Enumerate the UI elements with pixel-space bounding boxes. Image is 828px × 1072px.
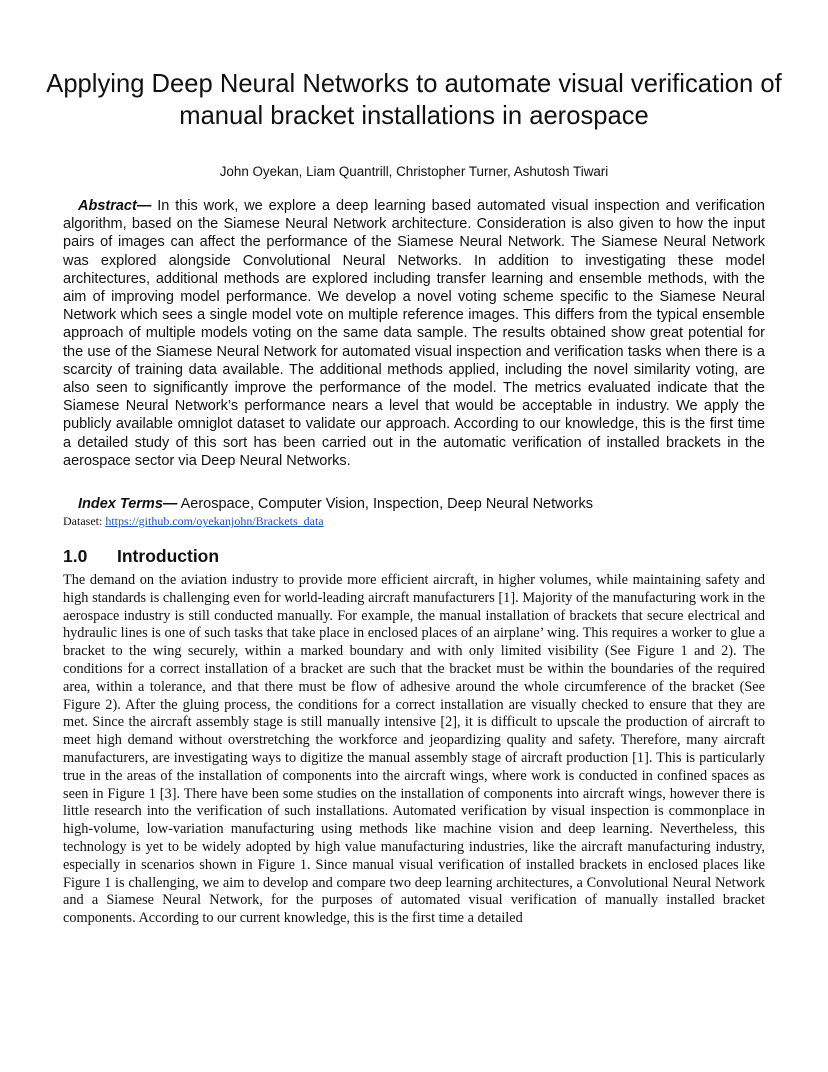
- section-title: Introduction: [117, 546, 220, 566]
- dataset-line: [63, 514, 324, 529]
- paper-title: Applying Deep Neural Networks to automate visual verification of manual bracket installations in aerospace: [46, 70, 782, 130]
- abstract: [63, 197, 765, 470]
- index-terms-lead: Index Terms—: [78, 496, 178, 512]
- index-terms-text: Aerospace, Computer Vision, Inspection, Deep Neural Networks: [177, 496, 593, 512]
- dataset-label: Dataset:: [63, 514, 106, 528]
- abstract-lead: Abstract—: [78, 198, 152, 214]
- dataset-link[interactable]: https://github.com/oyekanjohn/Brackets_data: [105, 514, 324, 528]
- author-list: John Oyekan, Liam Quantrill, Christopher Turner, Ashutosh Tiwari: [219, 164, 609, 179]
- section-number: 1.0: [63, 546, 88, 566]
- section-heading: [63, 545, 219, 567]
- index-terms: [78, 495, 778, 513]
- introduction-paragraph: The demand on the aviation industry to provide more efficient aircraft, in higher volumes, while maintaining safety and high standards is challenging even for world-leading aircraft manufacturers [1]. Majority of the manufacturing work in the aerospace industry is still conducted manually. For example, the manual installation of brackets that secure electrical and hydraulic lines is one of such tasks that take place in enclosed places of an airplane’ wing. This requires a worker to glue a bracket to the wing securely, within a marked boundary and with only limited visibility (See Figure 1 and 2). The conditions for a correct installation of a bracket are such that the bracket must be within the boundaries of the required area, within a tolerance, and that there must be flow of adhesive around the whole circumference of the bracket (See Figure 2). After the gluing process, the conditions for a correct installation are visually checked to ensure that they are met. Since the aircraft assembly stage is still manually intensive [2], it is difficult to upscale the production of aircraft to meet high demand without overstretching the workforce and jeopardizing quality and safety. Therefore, many aircraft manufacturers, are investigating ways to digitize the manual assembly stage of aircraft production [1]. This is particularly true in the areas of the installation of components into the aircraft wings, where work is conducted in confined spaces as seen in Figure 1 [3]. There have been some studies on the installation of components into aircraft wings, however there is little research into the verification of such installations. Automated verification by visual inspection is commonplace in high-volume, low-variation manufacturing using methods like machine vision and deep learning. Nevertheless, this technology is yet to be widely adopted by high value manufacturing industries, like the aircraft manufacturing industry, especially in scenarios shown in Figure 1. Since manual visual verification of installed brackets in enclosed places like Figure 1 is challenging, we aim to develop and compare two deep learning architectures, a Convolutional Neural Network and a Siamese Neural Network, for the purposes of automated visual verification of manually installed bracket components. According to our current knowledge, this is the first time a detailed: [63, 572, 765, 927]
- abstract-text: In this work, we explore a deep learning based automated visual inspection and verification algorithm, based on the Siamese Neural Network architecture. Consideration is also given to how the input pairs of images can affect the performance of the Siamese Neural Network. The Siamese Neural Network was explored alongside Convolutional Neural Networks. In addition to investigating these model architectures, additional methods are explored including transfer learning and ensemble methods, with the aim of improving model performance. We develop a novel voting scheme specific to the Siamese Neural Network which sees a single model vote on multiple reference images. This differs from the typical ensemble approach of multiple models voting on the same data sample. The results obtained show great potential for the use of the Siamese Neural Network for automated visual inspection and verification tasks when there is a scarcity of training data available. The additional methods applied, including the novel similarity voting, are also seen to significantly improve the performance of the model. The metrics evaluated indicate that the Siamese Neural Network’s performance nears a level that would be acceptable in industry. We apply the publicly available omniglot dataset to validate our approach. According to our knowledge, this is the first time a detailed study of this sort has been carried out in the automatic verification of installed brackets in the aerospace sector via Deep Neural Networks.: [63, 198, 765, 469]
